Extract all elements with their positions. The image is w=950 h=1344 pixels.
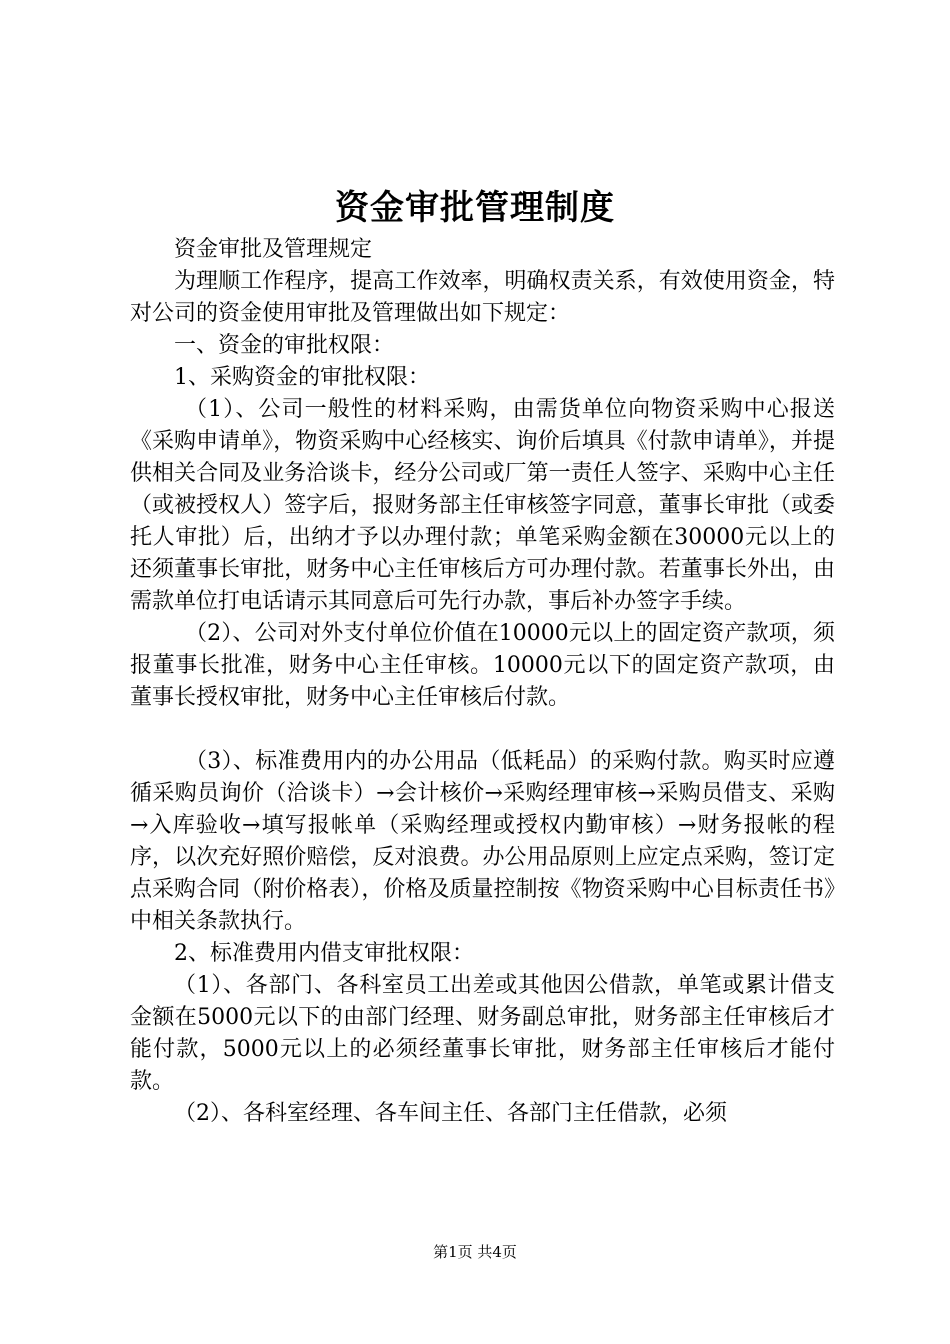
paragraph-subtitle: 资金审批及管理规定 <box>174 237 373 262</box>
paragraph-section-heading: 一、资金的审批权限： <box>174 333 395 358</box>
paragraph-gap <box>130 714 835 746</box>
paragraph-item-3: （3）、标准费用内的办公用品（低耗品）的采购付款。购买时应遵循采购员询价（洽谈卡）→会计核价→采购经理审核→采购员借支、采购→入库验收→填写报帐单（采购经理或授权内勤审核）→财务报帐的程序，以次充好照价赔偿，反对浪费。办公用品原则上应定点采购，签订定点采购合同（附价格表），价格及质量控制按《物资采购中心目标责任书》中相关条款执行。 <box>130 749 835 934</box>
paragraph-intro: 为理顺工作程序，提高工作效率，明确权责关系，有效使用资金，特对公司的资金使用审批及管理做出如下规定： <box>130 269 835 326</box>
paragraph-item-2-2: （2）、各科室经理、各车间主任、各部门主任借款，必须 <box>174 1101 727 1126</box>
paragraph-item-2-1: （1）、各部门、各科室员工出差或其他因公借款，单笔或累计借支金额在5000元以下的由部门经理、财务副总审批，财务部主任审核后才能付款，5000元以上的必须经董事长审批，财务部主任审核后才能付款。 <box>130 973 835 1094</box>
page-footer: 第1页 共4页 <box>433 1243 517 1261</box>
paragraph-item-2: （2）、公司对外支付单位价值在10000元以上的固定资产款项，须报董事长批准，财务中心主任审核。10000元以下的固定资产款项，由董事长授权审批，财务中心主任审核后付款。 <box>130 621 835 710</box>
paragraph-subsection-heading-2: 2、标准费用内借支审批权限： <box>174 941 474 966</box>
document-body <box>130 234 835 1130</box>
paragraph-item-1: （1）、公司一般性的材料采购，由需货单位向物资采购中心报送《采购申请单》，物资采购中心经核实、询价后填具《付款申请单》，并提供相关合同及业务洽谈卡，经分公司或厂第一责任人签字、采购中心主任（或被授权人）签字后，报财务部主任审核签字同意，董事长审批（或委托人审批）后，出纳才予以办理付款；单笔采购金额在30000元以上的还须董事长审批，财务中心主任审核后方可办理付款。若董事长外出，由需款单位打电话请示其同意后可先行办款，事后补办签字手续。 <box>130 397 835 614</box>
document-title: 资金审批管理制度 <box>335 188 615 228</box>
paragraph-subsection-heading: 1、采购资金的审批权限： <box>174 365 430 390</box>
